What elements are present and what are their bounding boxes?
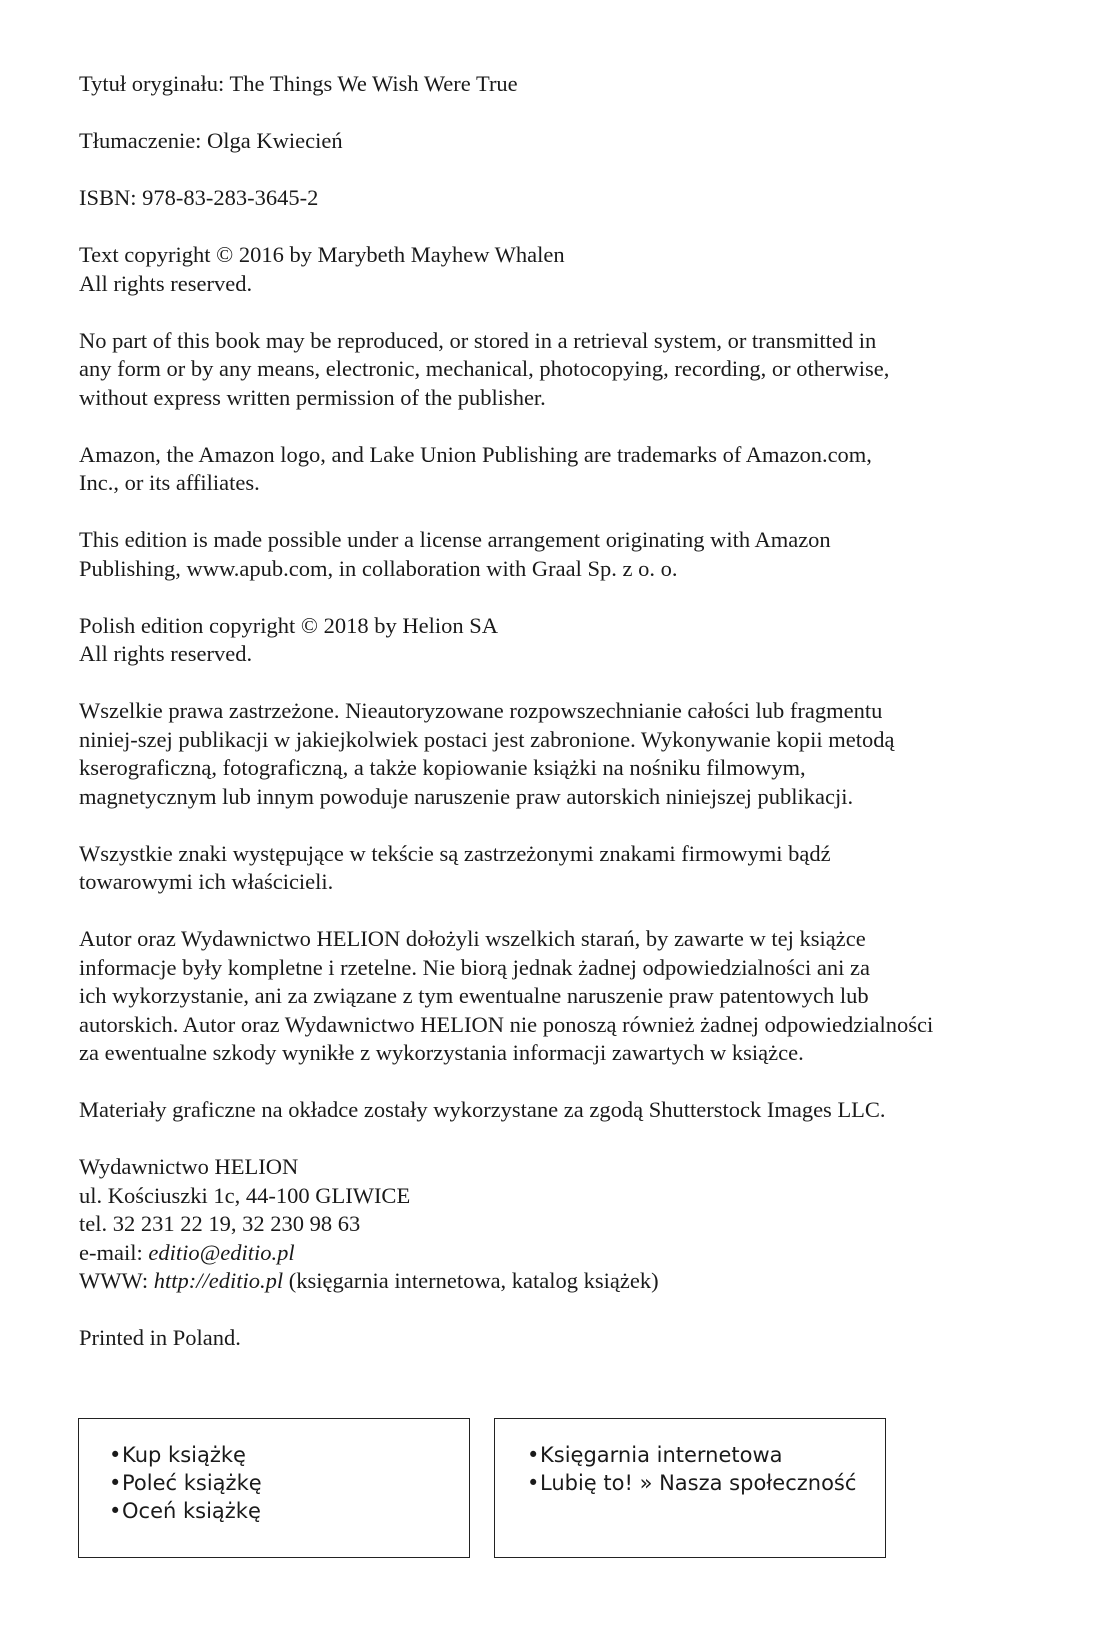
bullet: • — [109, 1471, 122, 1495]
email-label: e-mail: — [79, 1239, 149, 1265]
polish-edition-copyright: Polish edition copyright © 2018 by Helion SA All rights reserved. — [79, 612, 498, 666]
text-copyright: Text copyright © 2016 by Marybeth Mayhew Whalen All rights reserved. — [79, 242, 565, 296]
bullet: • — [109, 1499, 122, 1523]
community-link[interactable]: •Lubię to! » Nasza społeczność — [527, 1471, 857, 1495]
online-bookstore-link[interactable]: •Księgarnia internetowa — [527, 1443, 783, 1467]
original-title: Tytuł oryginału: The Things We Wish Were True — [79, 71, 518, 96]
publisher-email-line — [79, 1239, 1039, 1268]
community-links-box — [494, 1418, 886, 1558]
liability-disclaimer-pl: Autor oraz Wydawnictwo HELION dołożyli wszelkich starań, by zawarte w tej książce informacje były kompletne i rzetelne. Nie biorą jednak żadnej odpowiedzialności ani za ich wykorzystanie, ani za związane z tym ewentualne naruszenie praw patentowych lub autorskich. Autor oraz Wydawnictwo HELION nie ponoszą również żadnej odpowiedzialności za ewentualne szkody wynikłe z wykorzystania informacji zawartych w książce. — [79, 926, 934, 1065]
printed-in: Printed in Poland. — [79, 1325, 241, 1350]
bullet: • — [527, 1443, 540, 1467]
recommend-book-link[interactable]: •Poleć książkę — [109, 1471, 262, 1495]
www-note: (księgarnia internetowa, katalog książek) — [283, 1268, 659, 1293]
publisher-phone: tel. 32 231 22 19, 32 230 98 63 — [79, 1211, 361, 1236]
trademarks-pl: Wszystkie znaki występujące w tekście są zastrzeżonymi znakami firmowymi bądź towarowymi ich właścicieli. — [79, 840, 831, 894]
rate-book-link[interactable]: •Oceń książkę — [109, 1499, 261, 1523]
www-label: WWW: — [79, 1268, 154, 1293]
publisher-contact — [79, 1153, 1039, 1296]
cover-art-credit: Materiały graficzne na okładce zostały wykorzystane za zgodą Shutterstock Images LLC. — [79, 1097, 886, 1122]
isbn: ISBN: 978-83-283-3645-2 — [79, 185, 319, 210]
buy-book-link[interactable]: •Kup książkę — [109, 1443, 246, 1467]
translation-credit: Tłumaczenie: Olga Kwiecień — [79, 128, 343, 153]
license-notice: This edition is made possible under a license arrangement originating with Amazon Publishing, www.apub.com, in collaboration with Graal Sp. z o. o. — [79, 527, 831, 581]
publisher-www-line — [79, 1267, 1039, 1296]
bullet: • — [109, 1443, 122, 1467]
publisher-address: ul. Kościuszki 1c, 44-100 GLIWICE — [79, 1182, 411, 1208]
copyright-page — [79, 70, 1039, 1353]
publisher-name: Wydawnictwo HELION — [79, 1154, 299, 1179]
www-link[interactable]: http://editio.pl — [153, 1268, 284, 1293]
bullet: • — [527, 1471, 540, 1495]
rights-reserved-pl: Wszelkie prawa zastrzeżone. Nieautoryzowane rozpowszechnianie całości lub fragmentu niniej-szej publikacji w jakiejkolwiek postaci jest zabronione. Wykonywanie kopii metodą kserograficzną, fotograficzną, a także kopiowanie książki na nośniku filmowym, magnetycznym lub innym powoduje naruszenie praw autorskich niniejszej publikacji. — [79, 698, 895, 809]
reproduction-notice: No part of this book may be reproduced, or stored in a retrieval system, or transmitted in any form or by any means, electronic, mechanical, photocopying, recording, or otherwise, without express written permission of the publisher. — [79, 327, 890, 410]
book-actions-box — [78, 1418, 470, 1558]
email-link[interactable]: editio@editio.pl — [148, 1239, 295, 1265]
trademark-notice: Amazon, the Amazon logo, and Lake Union Publishing are trademarks of Amazon.com, Inc., or its affiliates. — [79, 441, 872, 495]
